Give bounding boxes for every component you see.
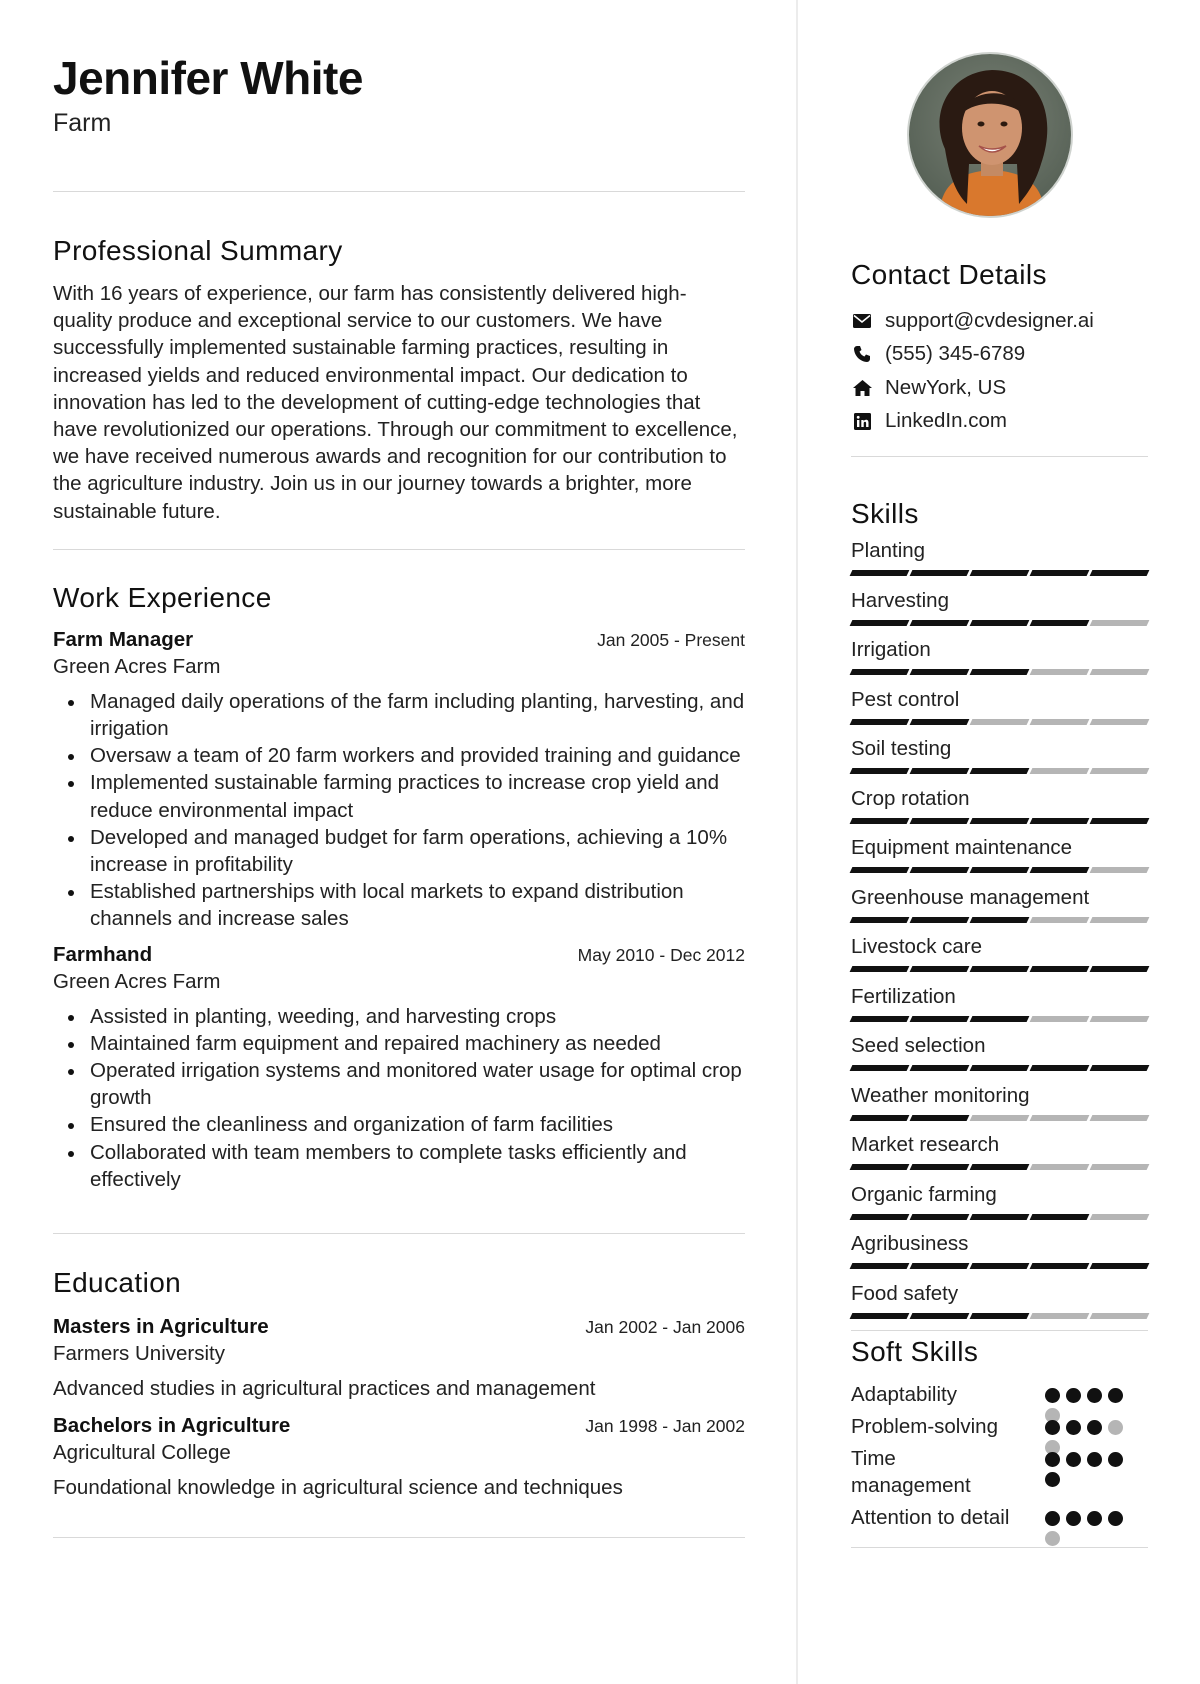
summary-section xyxy=(53,234,745,525)
contact-divider xyxy=(851,456,1148,457)
skill-rating xyxy=(851,818,1148,824)
rating-bar-filled xyxy=(910,966,970,972)
rating-bar-empty xyxy=(1090,719,1150,725)
rating-bar-filled xyxy=(850,1313,910,1319)
skill-label: Irrigation xyxy=(851,638,931,661)
summary-title: Professional Summary xyxy=(53,235,343,266)
rating-bar-filled xyxy=(910,620,970,626)
skill-label: Market research xyxy=(851,1133,1000,1156)
skill-item xyxy=(851,538,1148,588)
rating-bar-filled xyxy=(1090,966,1150,972)
skill-item xyxy=(851,885,1148,935)
rating-bar-filled xyxy=(970,917,1030,923)
summary-text: With 16 years of experience, our farm has consistently delivered high-quality produce and exceptional service to our customers. We have successfully implemented sustainable farming practices, resulting in increased yields and reduced environmental impact. Our dedication to innovation has led to the development of cutting-edge technologies that have revolutionized our operations. Through our commitment to excellence, we have received numerous awards and recognition for our contribution to the agriculture industry. Join us in our journey towards a brighter, more sustainable future. xyxy=(53,282,738,523)
skill-rating xyxy=(851,570,1148,576)
skill-item xyxy=(851,934,1148,984)
rating-bar-filled xyxy=(910,669,970,675)
rating-bar-empty xyxy=(1090,1313,1150,1319)
rating-bar-filled xyxy=(910,818,970,824)
rating-bar-filled xyxy=(970,570,1030,576)
skill-item xyxy=(851,637,1148,687)
rating-bar-filled xyxy=(970,1214,1030,1220)
rating-bar-filled xyxy=(850,818,910,824)
rating-bar-filled xyxy=(850,966,910,972)
rating-bar-filled xyxy=(850,570,910,576)
skill-rating xyxy=(851,917,1148,923)
summary-divider xyxy=(53,549,745,550)
job-header xyxy=(53,942,745,968)
job-bullet: Established partnerships with local markets to expand distribution channels and increase sales xyxy=(53,878,745,932)
rating-bar-filled xyxy=(1090,818,1150,824)
skill-label: Livestock care xyxy=(851,935,983,958)
rating-bar-filled xyxy=(1030,570,1090,576)
skill-item xyxy=(851,835,1148,885)
skill-item xyxy=(851,1281,1148,1331)
rating-bar-filled xyxy=(1090,1065,1150,1071)
skill-rating xyxy=(851,1016,1148,1022)
skill-label: Soil testing xyxy=(851,737,952,760)
job-company: Green Acres Farm xyxy=(53,969,221,993)
soft-skills-divider xyxy=(851,1547,1148,1548)
skill-rating xyxy=(851,768,1148,774)
rating-bar-empty xyxy=(1090,1214,1150,1220)
rating-bar-filled xyxy=(1030,867,1090,873)
skill-rating xyxy=(851,1164,1148,1170)
skill-rating xyxy=(851,1263,1148,1269)
rating-dot-filled xyxy=(1108,1511,1123,1526)
rating-bar-filled xyxy=(910,768,970,774)
contact-email[interactable] xyxy=(851,304,1148,338)
education-section xyxy=(53,1266,745,1501)
job-entry xyxy=(53,942,745,1193)
soft-skills-section xyxy=(851,1335,1148,1548)
rating-bar-filled xyxy=(970,768,1030,774)
skill-label: Pest control xyxy=(851,687,960,711)
job-bullet: Implemented sustainable farming practices to increase crop yield and reduce environmental impact xyxy=(53,769,745,823)
rating-bar-empty xyxy=(1090,669,1150,675)
rating-bar-filled xyxy=(910,719,970,725)
rating-bar-empty xyxy=(1030,1313,1090,1319)
envelope-icon xyxy=(851,310,873,332)
job-date: Jan 2005 - Present xyxy=(597,629,745,650)
education-list xyxy=(53,1314,745,1501)
skill-label: Organic farming xyxy=(851,1182,997,1206)
education-description: Advanced studies in agricultural practices and management xyxy=(53,1377,596,1401)
soft-skills-title: Soft Skills xyxy=(851,1336,979,1367)
job-bullet: Oversaw a team of 20 farm workers and provided training and guidance xyxy=(53,742,745,769)
contact-phone[interactable] xyxy=(851,338,1148,372)
skill-rating xyxy=(851,669,1148,675)
rating-bar-filled xyxy=(910,1164,970,1170)
skill-label: Greenhouse management xyxy=(851,885,1090,909)
education-school: Agricultural College xyxy=(53,1441,231,1465)
rating-dot-filled xyxy=(1066,1511,1081,1526)
soft-skill-item xyxy=(851,1413,1148,1440)
rating-bar-filled xyxy=(850,768,910,774)
rating-dot-filled xyxy=(1045,1472,1060,1487)
rating-bar-empty xyxy=(970,719,1030,725)
skill-rating xyxy=(851,1214,1148,1220)
rating-bar-filled xyxy=(910,917,970,923)
soft-skill-item xyxy=(851,1504,1148,1531)
rating-bar-filled xyxy=(850,620,910,626)
rating-bar-filled xyxy=(850,1065,910,1071)
rating-dot-filled xyxy=(1087,1452,1102,1467)
rating-bar-empty xyxy=(1030,1115,1090,1121)
rating-bar-filled xyxy=(1030,1263,1090,1269)
education-degree: Masters in Agriculture xyxy=(53,1315,269,1339)
rating-bar-filled xyxy=(910,570,970,576)
rating-bar-filled xyxy=(910,1016,970,1022)
job-bullet: Ensured the cleanliness and organization of farm facilities xyxy=(53,1111,745,1138)
contact-section xyxy=(851,258,1148,457)
education-title: Education xyxy=(53,1267,182,1299)
rating-bar-filled xyxy=(910,1115,970,1121)
rating-bar-filled xyxy=(1030,620,1090,626)
rating-bar-filled xyxy=(850,1263,910,1269)
skill-item xyxy=(851,1132,1148,1182)
rating-bar-filled xyxy=(970,669,1030,675)
rating-bar-filled xyxy=(850,719,910,725)
candidate-role: Farm xyxy=(53,109,112,137)
education-date: Jan 2002 - Jan 2006 xyxy=(585,1317,745,1338)
rating-bar-filled xyxy=(910,1214,970,1220)
education-entry xyxy=(53,1314,745,1402)
rating-bar-empty xyxy=(1030,1016,1090,1022)
rating-dot-empty xyxy=(1045,1531,1060,1546)
job-header xyxy=(53,627,745,653)
skill-item xyxy=(851,1033,1148,1083)
soft-skills-list xyxy=(851,1381,1148,1531)
skill-item xyxy=(851,1182,1148,1232)
skill-rating xyxy=(851,1065,1148,1071)
soft-skill-label: Adaptability xyxy=(851,1383,957,1406)
rating-bar-filled xyxy=(970,1016,1030,1022)
rating-bar-filled xyxy=(850,1016,910,1022)
rating-dot-filled xyxy=(1045,1420,1060,1435)
rating-bar-filled xyxy=(1090,570,1150,576)
rating-bar-empty xyxy=(1090,1115,1150,1121)
education-date: Jan 1998 - Jan 2002 xyxy=(585,1416,745,1437)
rating-bar-filled xyxy=(970,1313,1030,1319)
contact-location-text: NewYork, US xyxy=(885,375,1007,399)
soft-skill-item xyxy=(851,1381,1148,1408)
rating-bar-filled xyxy=(1090,1263,1150,1269)
rating-dot-filled xyxy=(1087,1388,1102,1403)
rating-dot-filled xyxy=(1108,1388,1123,1403)
skill-rating xyxy=(851,1115,1148,1121)
skill-label: Weather monitoring xyxy=(851,1083,1030,1107)
rating-bar-filled xyxy=(970,620,1030,626)
rating-dot-filled xyxy=(1066,1420,1081,1435)
home-icon xyxy=(851,377,873,399)
job-bullets xyxy=(53,688,745,933)
job-bullet: Assisted in planting, weeding, and harvesting crops xyxy=(53,1003,745,1030)
skills-list xyxy=(851,538,1148,1330)
education-entry xyxy=(53,1413,745,1501)
skill-rating xyxy=(851,1313,1148,1319)
job-bullet: Maintained farm equipment and repaired machinery as needed xyxy=(53,1030,745,1057)
rating-bar-empty xyxy=(1090,1016,1150,1022)
contact-location xyxy=(851,371,1148,405)
soft-skill-label: Attention to detail xyxy=(851,1506,1010,1529)
skills-divider xyxy=(851,1330,1148,1331)
rating-dot-filled xyxy=(1108,1452,1123,1467)
rating-bar-filled xyxy=(850,867,910,873)
skill-rating xyxy=(851,719,1148,725)
rating-dot-filled xyxy=(1045,1388,1060,1403)
rating-bar-empty xyxy=(1090,768,1150,774)
rating-bar-filled xyxy=(850,1164,910,1170)
job-bullet: Developed and managed budget for farm operations, achieving a 10% increase in profitability xyxy=(53,824,745,878)
rating-dot-filled xyxy=(1045,1511,1060,1526)
skill-item xyxy=(851,687,1148,737)
rating-bar-filled xyxy=(970,1065,1030,1071)
education-degree: Bachelors in Agriculture xyxy=(53,1414,291,1438)
soft-skill-rating xyxy=(1045,1511,1135,1546)
contact-email-text: support@cvdesigner.ai xyxy=(885,308,1094,332)
skill-rating xyxy=(851,620,1148,626)
skill-label: Food safety xyxy=(851,1281,959,1305)
skill-item xyxy=(851,786,1148,836)
education-school: Farmers University xyxy=(53,1342,225,1366)
avatar-photo-icon xyxy=(909,54,1073,218)
skill-item xyxy=(851,984,1148,1034)
rating-dot-filled xyxy=(1045,1452,1060,1467)
skills-section xyxy=(851,497,1148,1331)
soft-skill-label: Time management xyxy=(851,1447,971,1497)
job-bullet: Operated irrigation systems and monitored water usage for optimal crop growth xyxy=(53,1057,745,1111)
rating-dot-filled xyxy=(1066,1388,1081,1403)
skill-label: Agribusiness xyxy=(851,1232,969,1255)
rating-bar-filled xyxy=(910,1065,970,1071)
skill-label: Harvesting xyxy=(851,588,949,612)
rating-bar-empty xyxy=(1090,867,1150,873)
rating-bar-filled xyxy=(970,867,1030,873)
candidate-name: Jennifer White xyxy=(53,52,363,104)
education-header xyxy=(53,1314,745,1340)
rating-bar-filled xyxy=(850,1115,910,1121)
job-title: Farmhand xyxy=(53,942,153,966)
linkedin-icon xyxy=(851,410,873,432)
rating-bar-filled xyxy=(910,867,970,873)
phone-icon xyxy=(851,343,873,365)
skill-label: Planting xyxy=(851,539,926,562)
skill-label: Equipment maintenance xyxy=(851,836,1073,859)
rating-bar-filled xyxy=(850,669,910,675)
rating-bar-filled xyxy=(970,818,1030,824)
column-divider xyxy=(796,0,798,1684)
rating-dot-filled xyxy=(1087,1420,1102,1435)
work-divider xyxy=(53,1233,745,1234)
rating-bar-empty xyxy=(1030,669,1090,675)
job-company: Green Acres Farm xyxy=(53,654,221,678)
contact-linkedin[interactable] xyxy=(851,405,1148,439)
rating-bar-filled xyxy=(1030,1214,1090,1220)
rating-bar-filled xyxy=(910,1263,970,1269)
rating-bar-filled xyxy=(1030,1065,1090,1071)
skill-item xyxy=(851,1083,1148,1133)
rating-bar-empty xyxy=(1030,1164,1090,1170)
contact-phone-text: (555) 345-6789 xyxy=(885,342,1026,366)
rating-bar-filled xyxy=(970,966,1030,972)
soft-skill-rating xyxy=(1045,1452,1135,1487)
rating-bar-filled xyxy=(850,917,910,923)
rating-bar-filled xyxy=(850,1214,910,1220)
rating-bar-filled xyxy=(970,1263,1030,1269)
main-column xyxy=(53,50,745,1538)
rating-bar-empty xyxy=(1030,719,1090,725)
rating-bar-empty xyxy=(1090,620,1150,626)
job-bullets xyxy=(53,1003,745,1193)
soft-skill-label: Problem-solving xyxy=(851,1415,998,1438)
rating-bar-empty xyxy=(1030,917,1090,923)
job-bullet: Managed daily operations of the farm including planting, harvesting, and irrigation xyxy=(53,688,745,742)
rating-bar-filled xyxy=(1030,966,1090,972)
avatar xyxy=(907,52,1073,218)
skill-item xyxy=(851,588,1148,638)
education-description: Foundational knowledge in agricultural science and techniques xyxy=(53,1476,623,1500)
skill-label: Crop rotation xyxy=(851,786,970,810)
soft-skill-item xyxy=(851,1445,1148,1499)
job-title: Farm Manager xyxy=(53,627,194,651)
rating-bar-empty xyxy=(1090,1164,1150,1170)
skill-label: Fertilization xyxy=(851,984,956,1008)
header-divider xyxy=(53,191,745,192)
job-entry xyxy=(53,627,745,933)
job-date: May 2010 - Dec 2012 xyxy=(577,944,745,965)
skill-label: Seed selection xyxy=(851,1034,986,1057)
rating-dot-empty xyxy=(1108,1420,1123,1435)
skill-rating xyxy=(851,966,1148,972)
education-divider xyxy=(53,1537,745,1538)
rating-dot-filled xyxy=(1087,1511,1102,1526)
rating-bar-empty xyxy=(1090,917,1150,923)
contact-title: Contact Details xyxy=(851,259,1047,290)
rating-bar-filled xyxy=(910,1313,970,1319)
job-bullet: Collaborated with team members to complete tasks efficiently and effectively xyxy=(53,1139,745,1193)
rating-bar-filled xyxy=(1030,818,1090,824)
education-header xyxy=(53,1413,745,1439)
skill-item xyxy=(851,736,1148,786)
skill-item xyxy=(851,1231,1148,1281)
rating-bar-filled xyxy=(970,1164,1030,1170)
work-section xyxy=(53,581,745,1193)
job-list xyxy=(53,627,745,1193)
rating-dot-filled xyxy=(1066,1452,1081,1467)
rating-bar-empty xyxy=(1030,768,1090,774)
work-title: Work Experience xyxy=(53,581,272,613)
contact-linkedin-text: LinkedIn.com xyxy=(885,409,1007,433)
rating-bar-empty xyxy=(970,1115,1030,1121)
skills-title: Skills xyxy=(851,498,919,529)
skill-rating xyxy=(851,867,1148,873)
